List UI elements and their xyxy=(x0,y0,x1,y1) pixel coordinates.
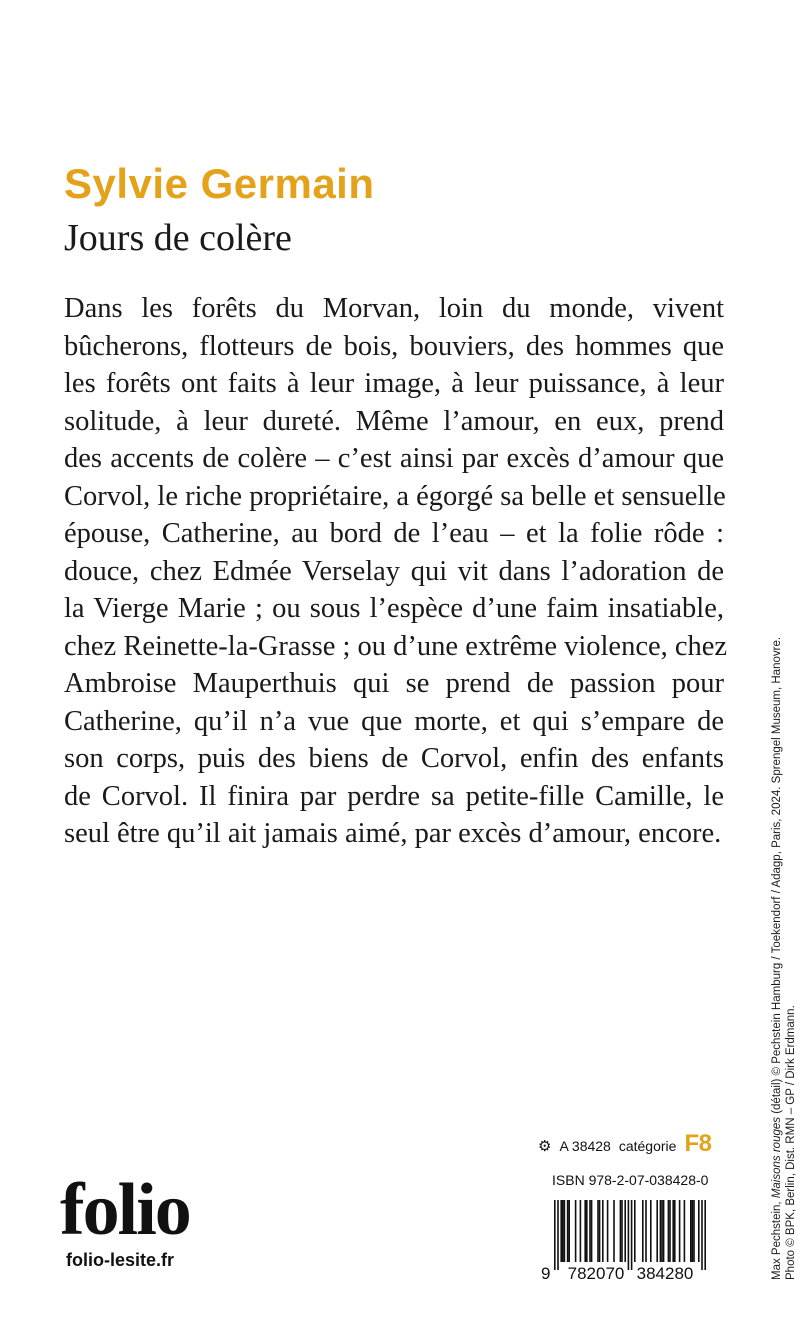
barcode-bar xyxy=(607,1200,609,1262)
back-cover-blurb xyxy=(64,290,728,853)
isbn: ISBN 978-2-07-038428-0 xyxy=(552,1172,709,1188)
book-title: Jours de colère xyxy=(64,217,292,259)
barcode-bar xyxy=(668,1200,670,1262)
blurb-line: épouse, Catherine, au bord de l’eau – et la folie rôde : xyxy=(64,518,724,549)
blurb-line: Corvol, le riche propriétaire, a égorgé sa belle et sensuelle xyxy=(64,480,726,512)
barcode-left-digits: 782070 xyxy=(567,1264,625,1282)
barcode-bar xyxy=(693,1200,695,1262)
cover-image-credit xyxy=(770,637,798,1280)
barcode-right-digits: 384280 xyxy=(636,1264,694,1282)
catalog-number: A 38428 xyxy=(559,1138,611,1154)
barcode-bar xyxy=(663,1200,665,1262)
barcode-bar xyxy=(567,1200,569,1262)
isbn-barcode xyxy=(540,1200,720,1282)
barcode-bar xyxy=(698,1200,700,1262)
catalog-row xyxy=(538,1130,711,1158)
barcode-bar xyxy=(602,1200,604,1262)
barcode-bar xyxy=(656,1200,658,1262)
barcode-bar xyxy=(642,1200,644,1262)
barcode-bar xyxy=(634,1200,636,1262)
blurb-line: la Vierge Marie ; ou sous l’espèce d’une faim insatiable, xyxy=(64,593,724,624)
blurb-line: seul être qu’il ait jamais aimé, par excès d’amour, encore. xyxy=(64,818,722,849)
barcode-bar xyxy=(554,1200,556,1270)
barcode-bar xyxy=(586,1200,588,1262)
barcode-bar xyxy=(560,1200,562,1262)
blurb-line: Ambroise Mauperthuis qui se prend de passion pour xyxy=(64,668,724,699)
barcode-bar xyxy=(672,1200,674,1262)
blurb-line: Dans les forêts du Morvan, loin du monde, vivent xyxy=(64,293,724,324)
blurb-line: solitude, à leur dureté. Même l’amour, en eux, prend xyxy=(64,405,724,437)
category-label: catégorie xyxy=(618,1138,677,1154)
category-code: F8 xyxy=(684,1130,712,1157)
barcode-bar xyxy=(589,1200,591,1262)
author-name: Sylvie Germain xyxy=(64,160,375,207)
barcode-bar xyxy=(660,1200,662,1262)
barcode-bar xyxy=(621,1200,623,1262)
barcode-bar xyxy=(584,1200,586,1262)
blurb-line: son corps, puis des biens de Corvol, enfin des enfants xyxy=(64,743,724,774)
credit-artist: Max Pechstein, xyxy=(771,1198,783,1280)
blurb-line: Catherine, qu’il n’a vue que morte, et qui s’empare de xyxy=(64,705,724,737)
barcode-first-digit: 9 xyxy=(541,1264,551,1282)
gears-icon: ⚙ xyxy=(538,1138,552,1155)
barcode-bar xyxy=(684,1200,686,1262)
barcode-bar xyxy=(704,1200,706,1270)
publisher-website: folio-lesite.fr xyxy=(66,1250,175,1270)
barcode-bar xyxy=(701,1200,703,1270)
credit-artwork-title: Maisons rouges xyxy=(771,1116,783,1199)
barcode-bars xyxy=(554,1200,706,1270)
barcode-bar xyxy=(557,1200,559,1270)
blurb-line: des accents de colère – c’est ainsi par excès d’amour que xyxy=(64,443,724,474)
blurb-line: de Corvol. Il finira par perdre sa petite-fille Camille, le xyxy=(64,780,724,812)
barcode-bar xyxy=(661,1200,663,1262)
barcode-bar xyxy=(575,1200,577,1262)
barcode-bar xyxy=(645,1200,647,1262)
barcode-bar xyxy=(690,1200,692,1262)
folio-logo: folio xyxy=(60,1169,190,1251)
barcode-bar xyxy=(564,1200,566,1262)
blurb-line: bûcherons, flotteurs de bois, bouviers, des hommes que xyxy=(64,330,724,362)
barcode-bar xyxy=(692,1200,694,1262)
barcode-bar xyxy=(597,1200,599,1262)
credit-line-1 xyxy=(770,637,784,1280)
barcode-bar xyxy=(580,1200,582,1262)
blurb-line: chez Reinette-la-Grasse ; ou d’une extrême violence, chez xyxy=(64,630,728,662)
barcode-bar xyxy=(562,1200,564,1262)
barcode-bar xyxy=(620,1200,622,1262)
barcode-bar xyxy=(631,1200,633,1270)
barcode-bar xyxy=(568,1200,570,1262)
blurb-line: les forêts ont faits à leur image, à leur puissance, à leur xyxy=(64,368,724,399)
credit-rights: (détail) © Pechstein Hamburg / Toekendorf / Adagp, Paris, 2024. Sprengel Museum, Hanovre. xyxy=(771,636,783,1117)
barcode-bar xyxy=(624,1200,626,1262)
credit-line-2: Photo © BPK, Berlin, Dist. RMN – GP / Dirk Erdmann. xyxy=(785,1005,797,1280)
barcode-bar xyxy=(674,1200,676,1262)
barcode-bar xyxy=(591,1200,593,1262)
barcode-bar xyxy=(679,1200,681,1262)
barcode-bar xyxy=(599,1200,601,1262)
barcode-bar xyxy=(650,1200,652,1262)
barcode-bar xyxy=(669,1200,671,1262)
barcode-bar xyxy=(613,1200,615,1262)
barcode-bar xyxy=(628,1200,630,1270)
blurb-line: douce, chez Edmée Verselay qui vit dans l’adoration de xyxy=(64,555,724,587)
